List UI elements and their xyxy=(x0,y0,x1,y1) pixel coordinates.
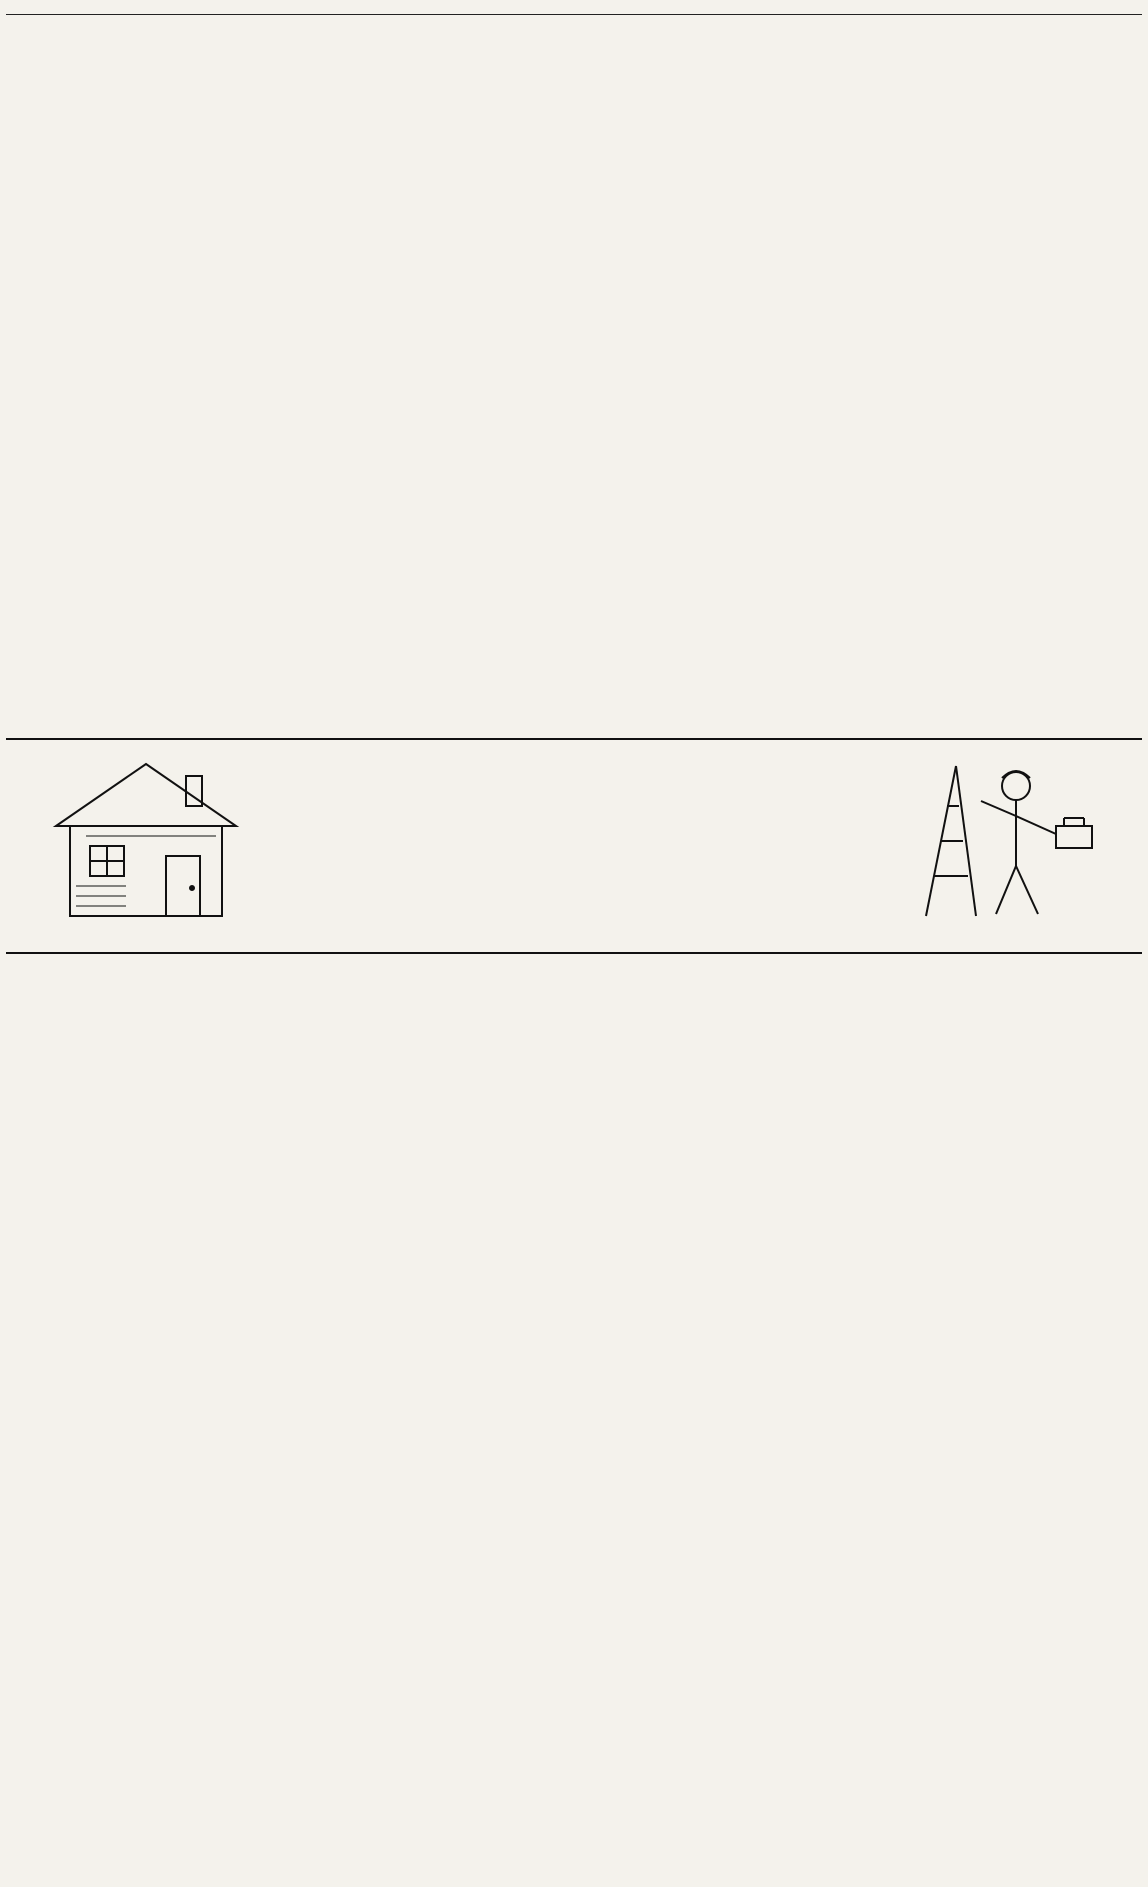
page-header xyxy=(14,0,1134,12)
classifieds-section xyxy=(6,14,1142,737)
house-illustration xyxy=(46,746,246,922)
repairman-illustration xyxy=(896,746,1106,922)
home-service-guide-banner xyxy=(6,738,1142,954)
service-directory xyxy=(6,954,1142,1874)
